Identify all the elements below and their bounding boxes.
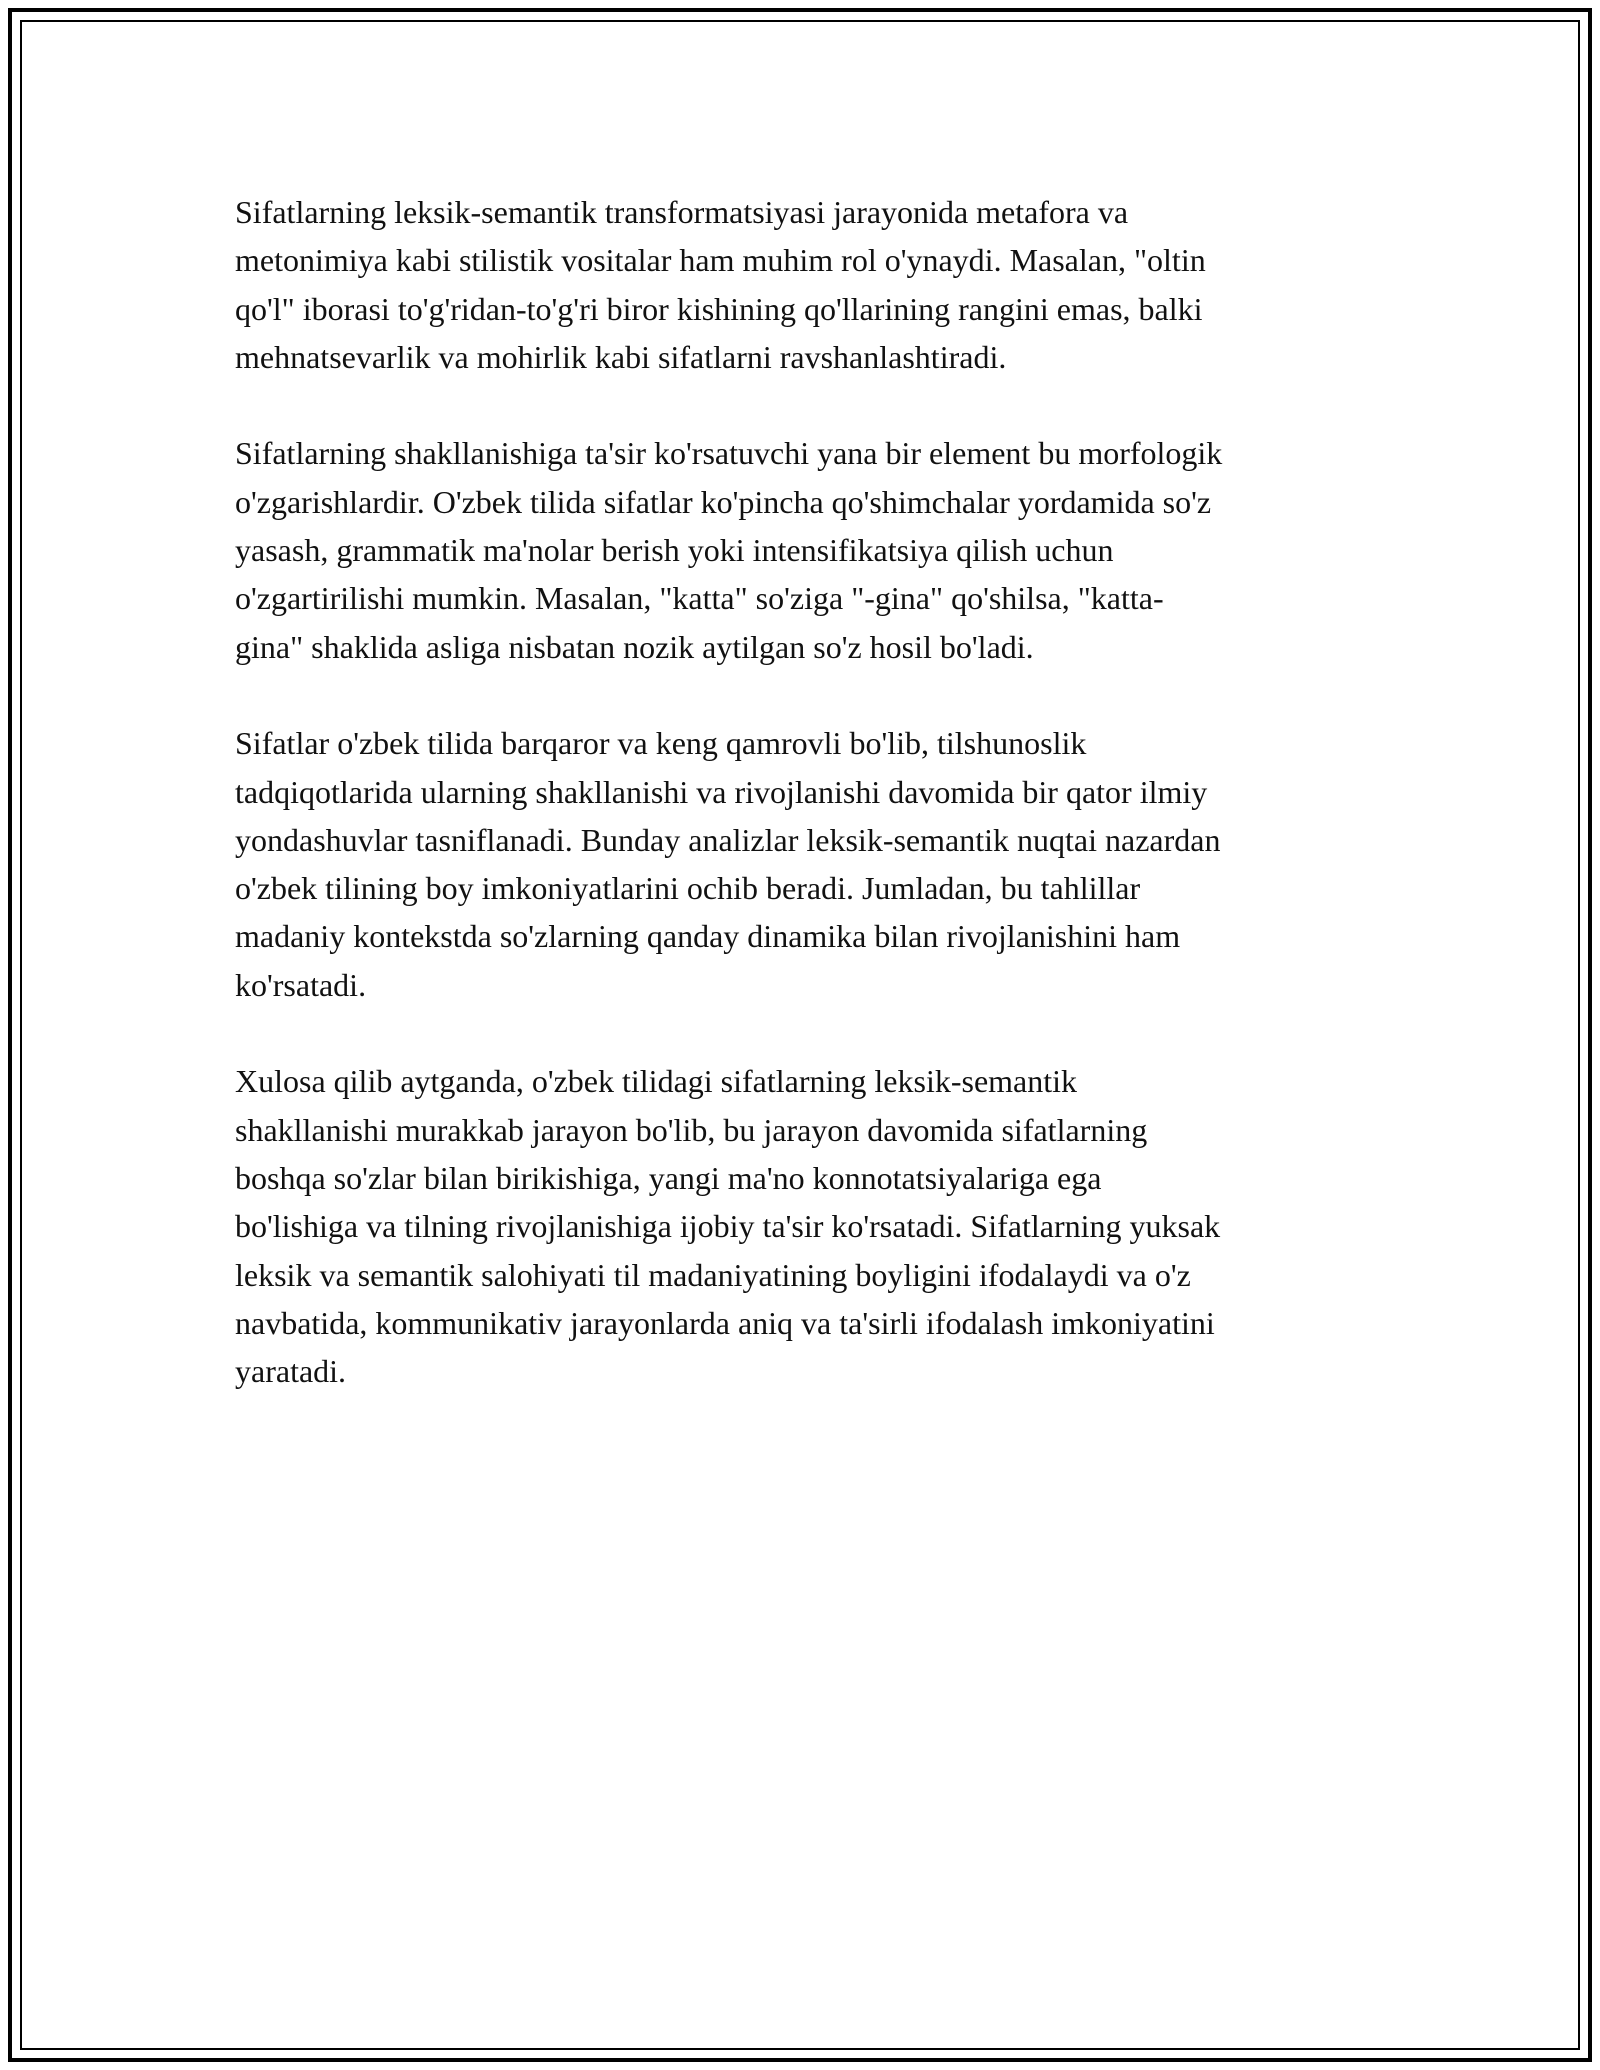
text-line: metonimiya kabi stilistik vositalar ham muhim rol o'ynaydi. Masalan, "oltin	[235, 242, 1206, 279]
text-line: leksik va semantik salohiyati til madaniyatining boyligini ifodalaydi va o'z	[235, 1256, 1191, 1293]
text-line: mehnatsevarlik va mohirlik kabi sifatlarni ravshanlashtiradi.	[235, 338, 1007, 375]
text-line: ko'rsatadi.	[235, 966, 367, 1003]
text-line: Sifatlarning shakllanishiga ta'sir ko'rsatuvchi yana bir element bu morfologik	[235, 435, 1223, 472]
text-line: o'zgartirilishi mumkin. Masalan, "katta" so'ziga "-gina" qo'shilsa, "katta-	[235, 580, 1164, 617]
text-line: boshqa so'zlar bilan birikishiga, yangi ma'no konnotatsiyalariga ega	[235, 1159, 1102, 1196]
text-line: navbatida, kommunikativ jarayonlarda aniq va ta'sirli ifodalash imkoniyatini	[235, 1304, 1215, 1341]
text-line: gina" shaklida asliga nisbatan nozik aytilgan so'z hosil bo'ladi.	[235, 628, 1034, 665]
text-line: yasash, grammatik ma'nolar berish yoki intensifikatsiya qilish uchun	[235, 532, 1114, 569]
text-line: o'zbek tilining boy imkoniyatlarini ochib beradi. Jumladan, bu tahlillar	[235, 870, 1141, 907]
text-line: Sifatlar o'zbek tilida barqaror va keng qamrovli bo'lib, tilshunoslik	[235, 725, 1087, 762]
text-line: qo'l" iborasi to'g'ridan-to'g'ri biror kishining qo'llarining rangini emas, balki	[235, 290, 1203, 327]
text-line: tadqiqotlarida ularning shakllanishi va rivojlanishi davomida bir qator ilmiy	[235, 773, 1208, 810]
text-line: bo'lishiga va tilning rivojlanishiga ijobiy ta'sir ko'rsatadi. Sifatlarning yuksak	[235, 1208, 1221, 1245]
text-line: Xulosa qilib aytganda, o'zbek tilidagi sifatlarning leksik-semantik	[235, 1063, 1078, 1100]
text-line: Sifatlarning leksik-semantik transformatsiyasi jarayonida metafora va	[235, 194, 1129, 230]
text-line: o'zgarishlardir. O'zbek tilida sifatlar ko'pincha qo'shimchalar yordamida so'z	[235, 483, 1212, 520]
text-line: madaniy kontekstda so'zlarning qanday dinamika bilan rivojlanishini ham	[235, 918, 1181, 955]
text-line: shakllanishi murakkab jarayon bo'lib, bu jarayon davomida sifatlarning	[235, 1111, 1148, 1148]
paragraph-3	[235, 719, 1375, 1009]
paragraph-2	[235, 429, 1375, 670]
document-body	[235, 188, 1375, 1444]
text-line: yondashuvlar tasniflanadi. Bunday analizlar leksik-semantik nuqtai nazardan	[235, 821, 1221, 858]
paragraph-1	[235, 188, 1375, 381]
text-line: yaratadi.	[235, 1353, 347, 1390]
paragraph-4	[235, 1057, 1375, 1395]
